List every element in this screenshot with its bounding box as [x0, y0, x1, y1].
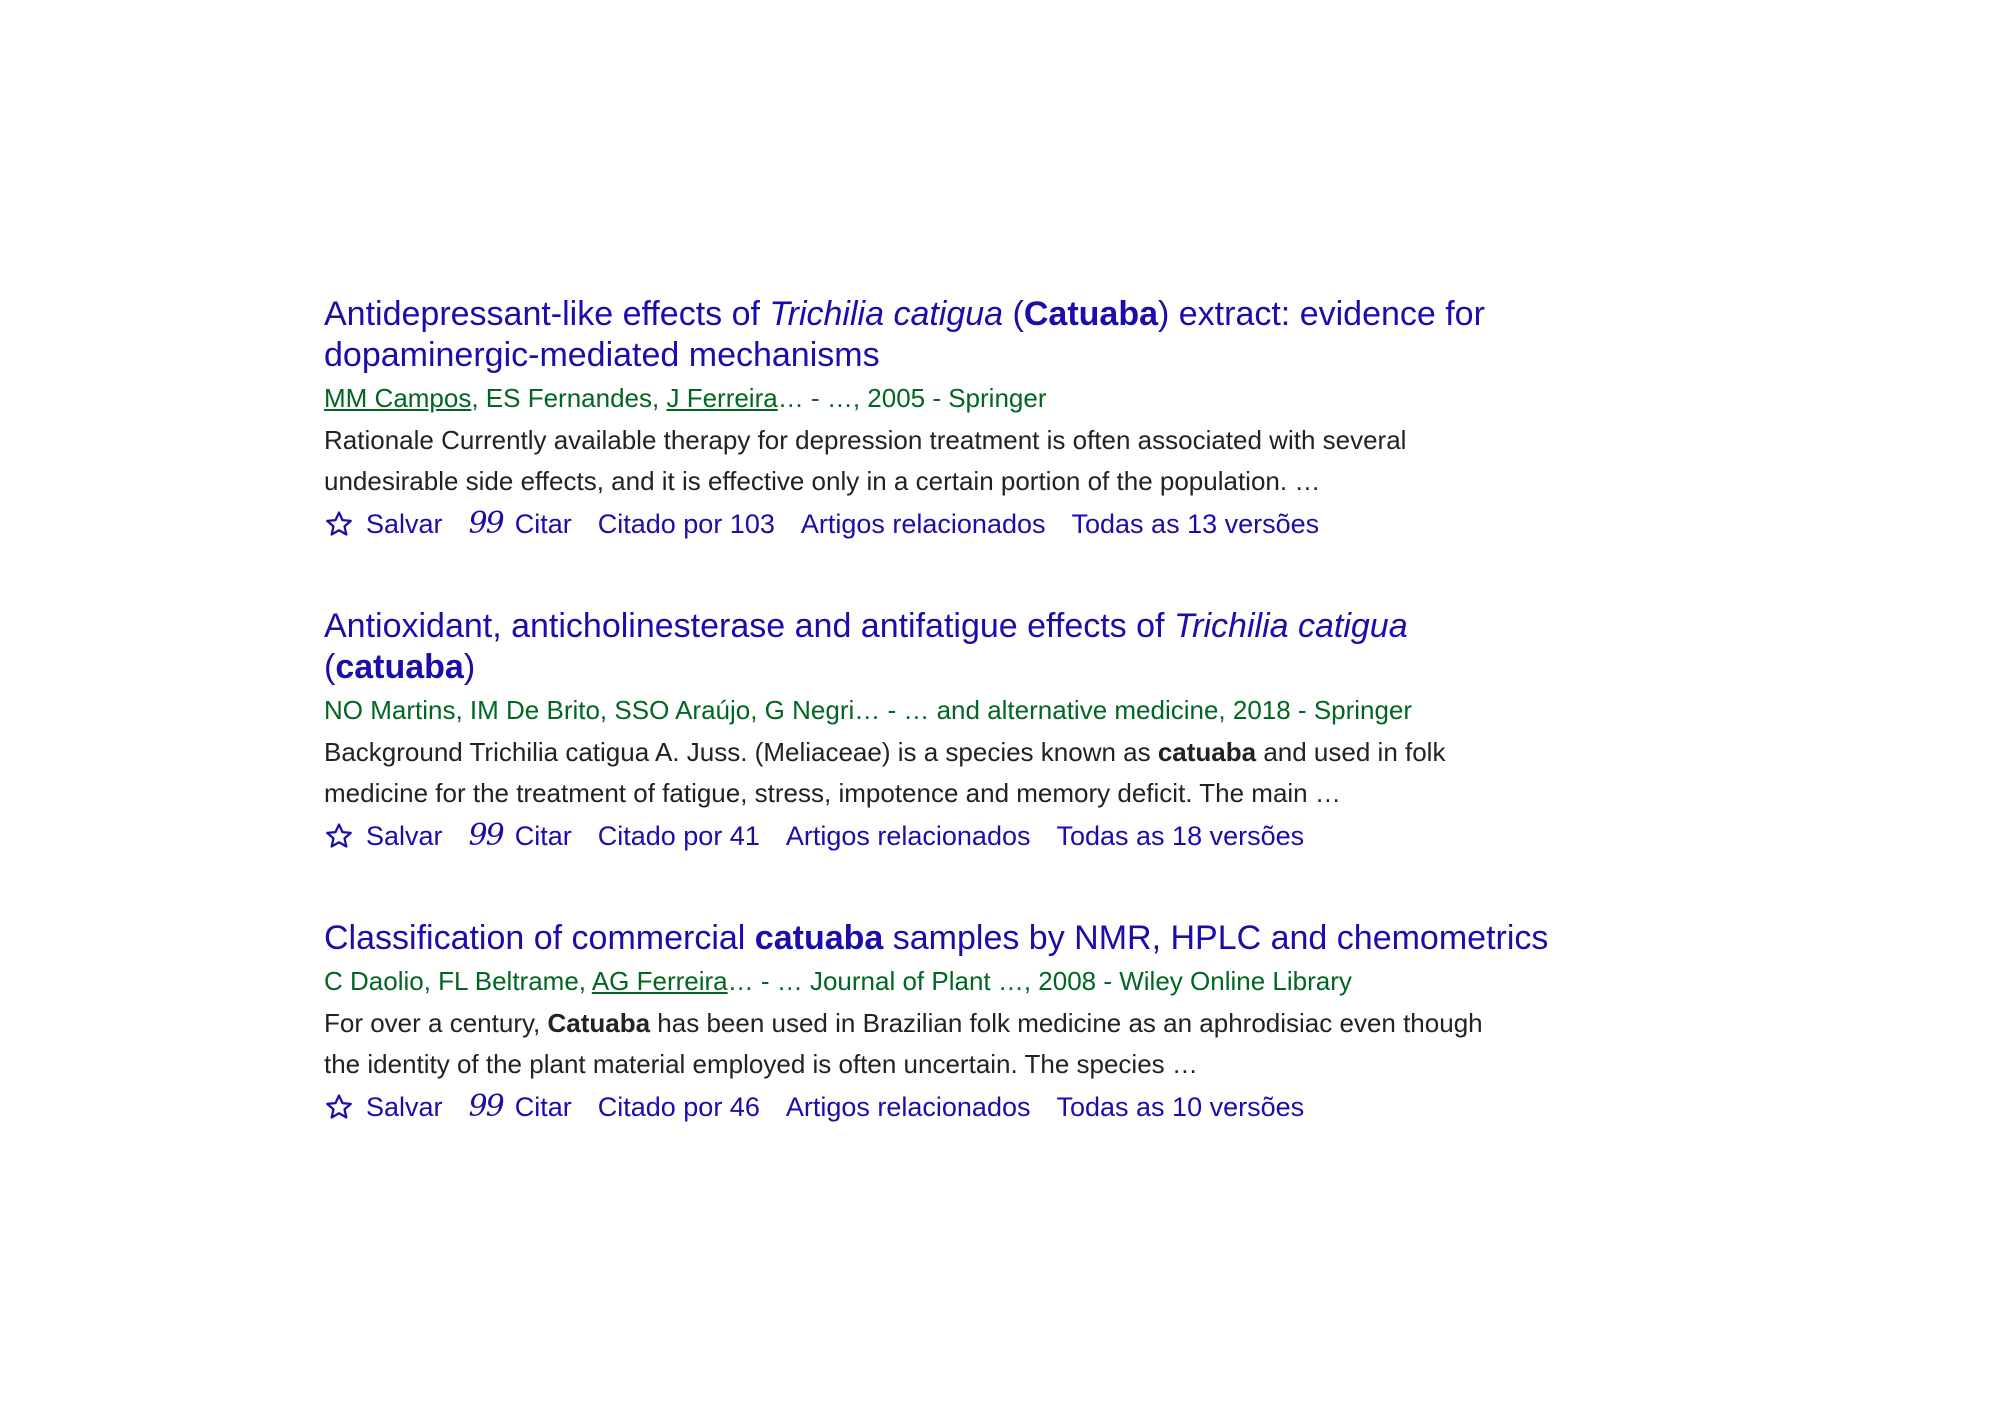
result-item — [324, 918, 1644, 1125]
result-actions — [324, 1089, 1644, 1125]
cited-by-link[interactable]: Citado por 103 — [597, 509, 775, 539]
result-snippet — [324, 420, 1524, 502]
cited-by-link[interactable]: Citado por 46 — [597, 1092, 760, 1122]
title-text: ) extract: evidence for dopaminergic-mediated mechanisms — [324, 295, 1485, 374]
result-authors: NO Martins, IM De Brito, SSO Araújo, G Negri… - … and alternative medicine, 2018 - Springer — [324, 695, 1413, 725]
snippet-text: and used in folk medicine for the treatment of fatigue, stress, impotence and memory deficit. The main … — [324, 737, 1446, 808]
cite-label: Citar — [514, 509, 572, 539]
result-snippet — [324, 732, 1524, 814]
cite-label: Citar — [514, 1092, 572, 1122]
related-articles-link[interactable]: Artigos relacionados — [800, 509, 1046, 539]
snippet-text: Background Trichilia catigua A. Juss. (Meliaceae) is a species known as — [324, 737, 1158, 767]
all-versions-link[interactable]: Todas as 13 versões — [1071, 509, 1320, 539]
title-text: Antidepressant-like effects of — [324, 295, 770, 333]
save-button[interactable] — [324, 818, 443, 854]
result-item — [324, 606, 1644, 854]
title-text: ) — [463, 648, 476, 686]
result-item — [324, 294, 1644, 542]
result-title[interactable] — [324, 918, 1644, 959]
snippet-text: has been used in Brazilian folk medicine as an aphrodisiac even though the identity of the plant material employed is often uncertain. The species … — [324, 1008, 1483, 1079]
snippet-text: For over a century, — [324, 1008, 548, 1038]
title-text: ( — [1003, 295, 1024, 333]
snippet-highlight: Catuaba — [547, 1008, 651, 1038]
title-highlight: catuaba — [335, 648, 464, 686]
related-articles-link[interactable]: Artigos relacionados — [785, 1092, 1031, 1122]
source-text: … - … Journal of Plant …, 2008 - Wiley Online Library — [727, 966, 1352, 996]
title-italic-text: Trichilia catigua — [1173, 607, 1408, 645]
result-title-link[interactable] — [324, 607, 1408, 686]
all-versions-link[interactable]: Todas as 10 versões — [1056, 1092, 1305, 1122]
author-link[interactable]: AG Ferreira — [591, 966, 728, 996]
title-highlight: catuaba — [754, 919, 884, 957]
title-text: Classification of commercial — [324, 919, 755, 957]
star-outline-icon — [324, 1092, 354, 1122]
save-label: Salvar — [366, 1092, 443, 1122]
result-title-link[interactable] — [324, 919, 1548, 957]
save-label: Salvar — [366, 509, 443, 539]
result-actions — [324, 506, 1644, 542]
title-highlight: Catuaba — [1023, 295, 1158, 333]
result-title-link[interactable] — [324, 295, 1485, 374]
cite-button[interactable] — [469, 818, 572, 854]
authors-text: C Daolio, FL Beltrame, — [324, 966, 592, 996]
result-authors — [324, 382, 1644, 414]
source-text: … - …, 2005 - Springer — [777, 383, 1047, 413]
result-actions — [324, 818, 1644, 854]
author-link[interactable]: J Ferreira — [666, 383, 778, 413]
title-text: Antioxidant, anticholinesterase and antifatigue effects of — [324, 607, 1174, 645]
cite-button[interactable] — [469, 1089, 572, 1125]
cite-button[interactable] — [469, 506, 572, 542]
save-button[interactable] — [324, 506, 443, 542]
cite-label: Citar — [514, 821, 572, 851]
all-versions-link[interactable]: Todas as 18 versões — [1056, 821, 1305, 851]
result-snippet — [324, 1003, 1524, 1085]
authors-text: , ES Fernandes, — [471, 383, 667, 413]
cited-by-link[interactable]: Citado por 41 — [597, 821, 760, 851]
result-authors — [324, 965, 1644, 997]
quote-icon: 99 — [468, 506, 503, 541]
title-text: samples by NMR, HPLC and chemometrics — [883, 919, 1549, 957]
save-label: Salvar — [366, 821, 443, 851]
snippet-highlight: catuaba — [1157, 737, 1257, 767]
quote-icon: 99 — [468, 1089, 503, 1124]
author-link[interactable]: MM Campos — [324, 383, 472, 413]
snippet-text: Rationale Currently available therapy for depression treatment is often associated with several undesirable side effects, and it is effective only in a certain portion of the population. … — [324, 425, 1407, 496]
save-button[interactable] — [324, 1089, 443, 1125]
star-outline-icon — [324, 509, 354, 539]
result-title[interactable] — [324, 606, 1644, 688]
title-italic-text: Trichilia catigua — [769, 295, 1004, 333]
search-results — [324, 294, 1644, 1125]
title-text: ( — [324, 648, 336, 686]
related-articles-link[interactable]: Artigos relacionados — [785, 821, 1031, 851]
quote-icon: 99 — [468, 818, 503, 853]
result-title[interactable] — [324, 294, 1644, 376]
star-outline-icon — [324, 821, 354, 851]
